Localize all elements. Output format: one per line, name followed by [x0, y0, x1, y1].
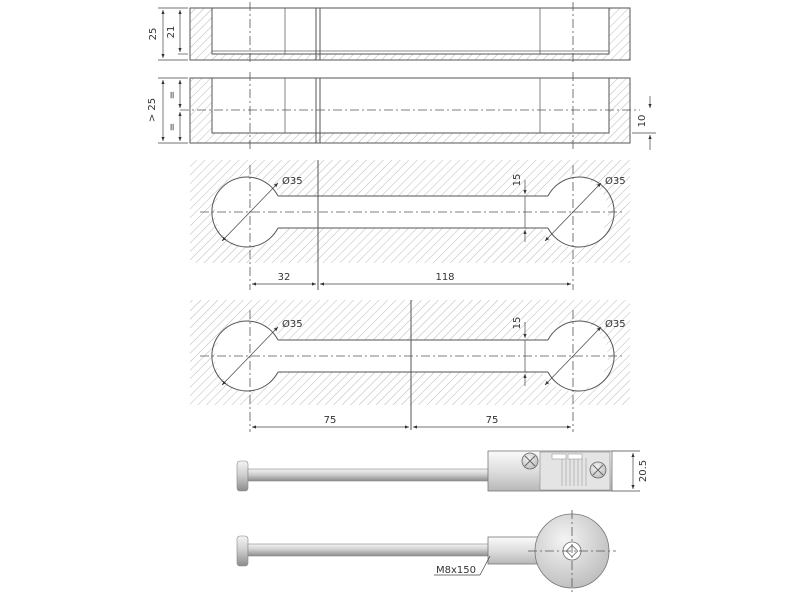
label-bolt-spec: M8x150 — [436, 565, 476, 576]
connector-side-view — [237, 451, 649, 491]
dim-slot-width-1: 15 — [512, 173, 523, 187]
dim-min-thickness: > 25 — [147, 97, 158, 123]
dim-slot-width-2: 15 — [512, 316, 523, 330]
section-view-thickness — [147, 72, 656, 150]
dim-connector-height: 20.5 — [638, 459, 649, 483]
dim-distance-32: 32 — [277, 272, 291, 283]
dim-equal-lower: = — [167, 122, 178, 132]
dim-depth-inner: 21 — [166, 25, 177, 39]
dim-dia-left-2: Ø35 — [282, 319, 303, 330]
dim-dia-right-2: Ø35 — [605, 319, 626, 330]
bolt-head — [237, 461, 248, 491]
dim-dia-right-1: Ø35 — [605, 176, 626, 187]
dim-dia-left-1: Ø35 — [282, 176, 303, 187]
dim-offset-10: 10 — [637, 114, 648, 128]
bolt-shaft — [248, 469, 490, 481]
dim-depth-total: 25 — [148, 27, 159, 41]
dim-equal-upper: = — [167, 90, 178, 100]
bolt-head — [237, 536, 248, 566]
plan-view-75-75 — [190, 300, 630, 432]
dim-distance-75-right: 75 — [485, 415, 499, 426]
bolt-shaft — [248, 544, 490, 556]
dim-distance-75-left: 75 — [323, 415, 337, 426]
connector-top-view — [237, 510, 616, 592]
dim-distance-118: 118 — [435, 272, 455, 283]
plan-view-32-118 — [190, 160, 630, 290]
section-view-depth — [148, 2, 630, 64]
